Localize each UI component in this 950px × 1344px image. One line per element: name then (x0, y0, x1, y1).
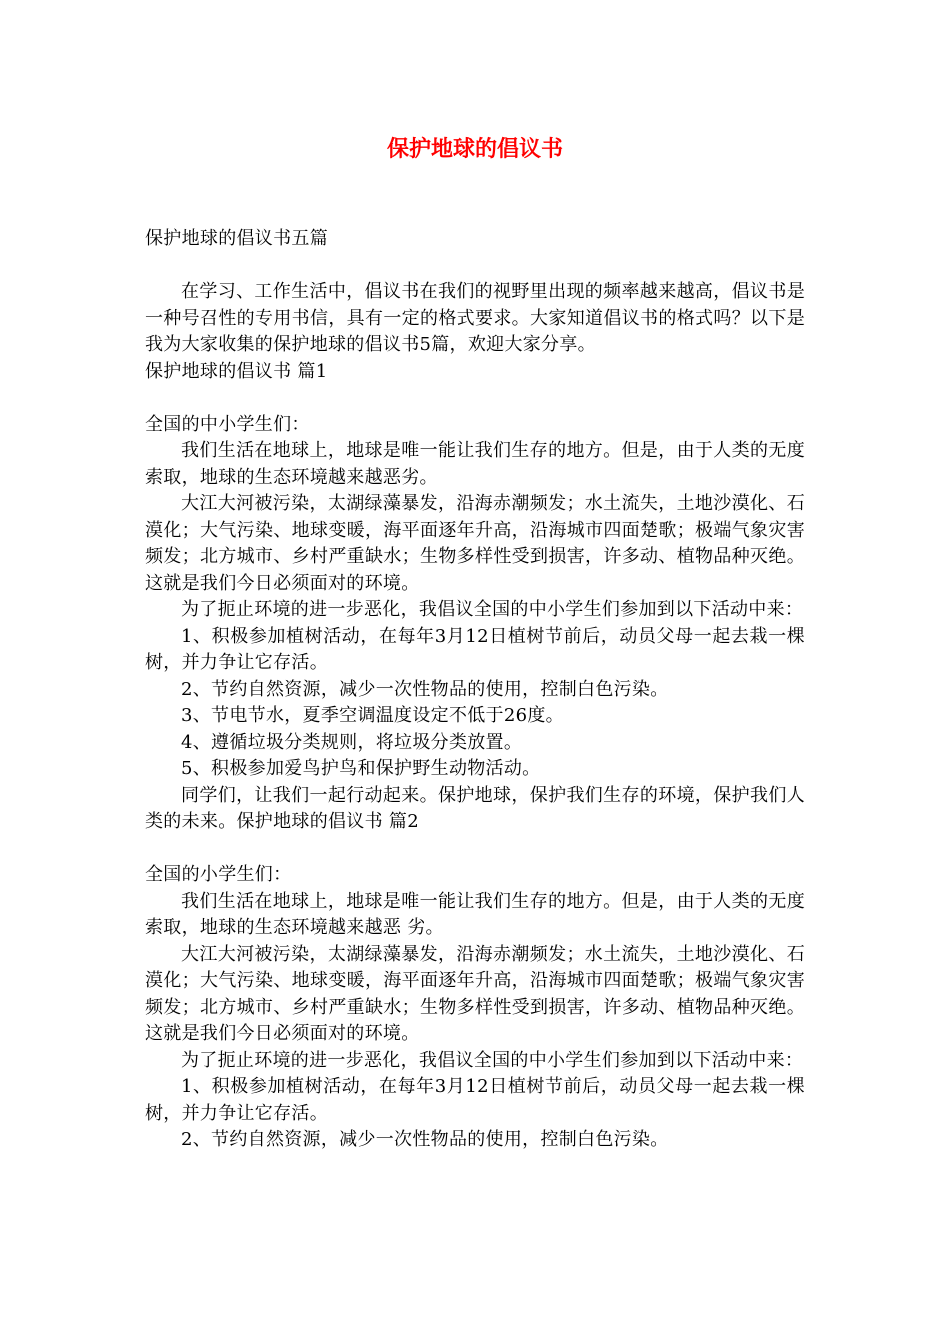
list-item: 1、积极参加植树活动，在每年3月12日植树节前后，动员父母一起去栽一棵树，并力争让它存活。 (145, 1076, 805, 1124)
list-item: 1、积极参加植树活动，在每年3月12日植树节前后，动员父母一起去栽一棵树，并力争让它存活。 (145, 625, 805, 673)
blank-line (145, 836, 805, 863)
list-item: 3、节电节水，夏季空调温度设定不低于26度。 (181, 705, 564, 726)
list-item: 2、节约自然资源，减少一次性物品的使用，控制白色污染。 (181, 1129, 669, 1150)
document-title: 保护地球的倡议书 (386, 137, 563, 162)
body-paragraph: 大江大河被污染，太湖绿藻暴发，沿海赤潮频发；水土流失，土地沙漠化、石漠化；大气污染、地球变暖，海平面逐年升高，沿海城市四面楚歌；极端气象灾害频发；北方城市、乡村严重缺水；生物多样性受到损害，许多动、植物品种灭绝。这就是我们今日必须面对的环境。 (145, 943, 805, 1044)
body-paragraph: 大江大河被污染，太湖绿藻暴发，沿海赤潮频发；水土流失，土地沙漠化、石漠化；大气污染、地球变暖，海平面逐年升高，沿海城市四面楚歌；极端气象灾害频发；北方城市、乡村严重缺水；生物多样性受到损害，许多动、植物品种灭绝。这就是我们今日必须面对的环境。 (145, 493, 805, 594)
body-paragraph: 我们生活在地球上，地球是唯一能让我们生存的地方。但是，由于人类的无度索取，地球的生态环境越来越恶劣。 (145, 440, 805, 488)
intro-paragraph: 在学习、工作生活中，倡议书在我们的视野里出现的频率越来越高，倡议书是一种号召性的专用书信，具有一定的格式要求。大家知道倡议书的格式吗？以下是我为大家收集的保护地球的倡议书5篇，欢迎大家分享。 (145, 281, 805, 355)
document-body (145, 226, 805, 1154)
list-item: 4、遵循垃圾分类规则，将垃圾分类放置。 (181, 731, 523, 753)
section-heading-1: 保护地球的倡议书 篇1 (145, 360, 328, 382)
body-paragraph: 为了扼止环境的进一步恶化，我倡议全国的中小学生们参加到以下活动中来： (181, 599, 804, 620)
body-paragraph: 为了扼止环境的进一步恶化，我倡议全国的中小学生们参加到以下活动中来： (181, 1049, 804, 1071)
blank-line (145, 253, 805, 280)
salutation-1: 全国的中小学生们： (145, 413, 310, 435)
closing-paragraph: 同学们，让我们一起行动起来。保护地球，保护我们生存的环境，保护我们人类的未来。保护地球的倡议书 篇2 (145, 784, 805, 832)
subtitle-line: 保护地球的倡议书五篇 (145, 228, 328, 249)
list-item: 5、积极参加爱鸟护鸟和保护野生动物活动。 (181, 758, 541, 779)
list-item: 2、节约自然资源，减少一次性物品的使用，控制白色污染。 (181, 678, 669, 700)
blank-line (145, 385, 805, 412)
salutation-2: 全国的小学生们： (145, 864, 292, 885)
body-paragraph: 我们生活在地球上，地球是唯一能让我们生存的地方。但是，由于人类的无度索取，地球的生态环境越来越恶 劣。 (145, 890, 805, 938)
